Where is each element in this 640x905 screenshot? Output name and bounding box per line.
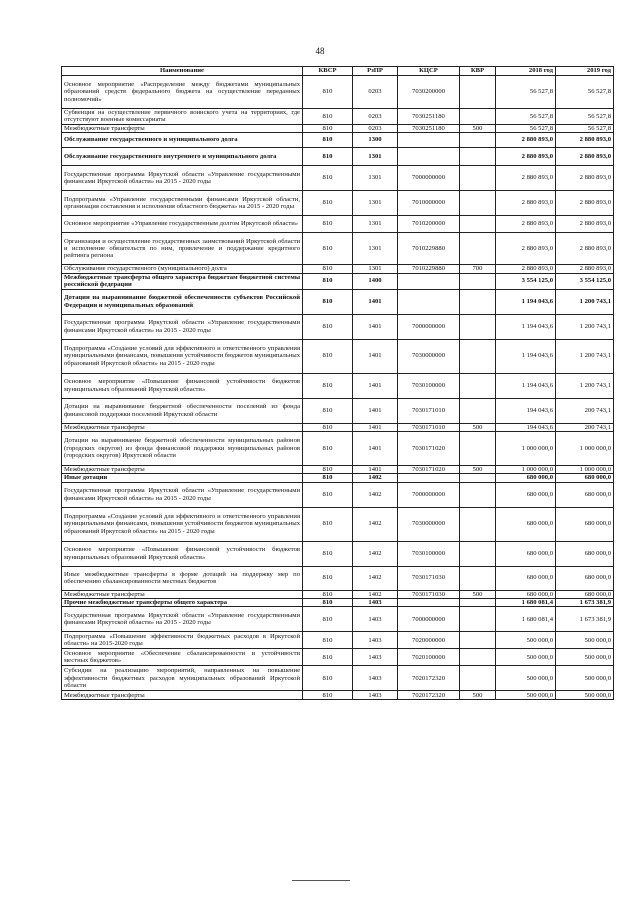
row-rzpr: 1402 [353,566,398,590]
row-name: Подпрограмма «Повышение эффективности бюджетных расходов в Иркутской области» на 2015-2020 годы [62,632,303,649]
row-amount-2019: 680 000,0 [556,541,614,566]
row-name: Дотации на выравнивание бюджетной обеспеченности поселений из фонда финансовой поддержки поселений Иркутской области [62,398,303,423]
row-amount-2019: 500 000,0 [556,649,614,666]
row-kvsr: 810 [303,423,353,431]
row-name: Государственная программа Иркутской области «Управление государственными финансами Иркутской области» на 2015 - 2020 годы [62,482,303,507]
row-kvsr: 810 [303,76,353,109]
row-kvr [460,649,496,666]
row-amount-2019: 500 000,0 [556,632,614,649]
row-name: Субсидии на реализацию мероприятий, направленных на повышение эффективности бюджетных расходов муниципальных образований Иркутской области [62,666,303,691]
row-rzpr: 1300 [353,133,398,148]
row-kvsr: 810 [303,474,353,482]
row-amount-2019: 2 880 893,0 [556,233,614,265]
row-amount-2019: 56 527,8 [556,109,614,125]
row-rzpr: 0203 [353,124,398,132]
row-name: Подпрограмма «Создание условий для эффективного и ответственного управления муниципальными финансами, повышения устойчивости бюджетов муниципальных образований Иркутской области» на 2015 - 2020 годы [62,339,303,373]
row-amount-2019: 200 743,1 [556,423,614,431]
table-row [62,166,614,191]
row-rzpr: 1403 [353,607,398,632]
row-kvr [460,76,496,109]
table-row [62,273,614,289]
row-amount-2018: 680 000,0 [496,474,556,482]
row-kvsr: 810 [303,541,353,566]
row-kvsr: 810 [303,148,353,166]
row-name: Подпрограмма «Создание условий для эффективного и ответственного управления муниципальными финансами, повышения устойчивости бюджетов муниципальных образований Иркутской области» на 2015 - 2020 годы [62,507,303,541]
row-name: Основное мероприятие «Обеспечение сбалансированности и устойчивости местных бюджетов» [62,649,303,666]
row-amount-2018: 2 880 893,0 [496,191,556,216]
row-kvr [460,632,496,649]
row-kcsr [398,148,460,166]
row-amount-2019: 680 000,0 [556,590,614,598]
row-amount-2019: 1 200 743,1 [556,314,614,339]
row-rzpr: 1401 [353,398,398,423]
table-row [62,541,614,566]
row-kvsr: 810 [303,607,353,632]
row-amount-2018: 1 194 043,6 [496,289,556,314]
row-amount-2019: 1 200 743,1 [556,339,614,373]
row-rzpr: 1301 [353,233,398,265]
row-rzpr: 1403 [353,599,398,607]
row-name: Прочие межбюджетные трансферты общего характера [62,599,303,607]
row-kvr [460,398,496,423]
row-amount-2018: 680 000,0 [496,507,556,541]
row-amount-2019: 200 743,1 [556,398,614,423]
row-amount-2019: 2 880 893,0 [556,216,614,233]
row-amount-2019: 500 000,0 [556,666,614,691]
row-kvr [460,166,496,191]
row-name: Межбюджетные трансферты [62,465,303,473]
row-kcsr: 7030000000 [398,339,460,373]
row-kvsr: 810 [303,339,353,373]
row-rzpr: 1403 [353,666,398,691]
row-kvsr: 810 [303,507,353,541]
table-row [62,599,614,607]
row-amount-2019: 1 200 743,1 [556,373,614,398]
table-row [62,691,614,700]
row-amount-2019: 2 880 893,0 [556,191,614,216]
table-row [62,289,614,314]
row-kvsr: 810 [303,166,353,191]
row-rzpr: 1402 [353,507,398,541]
budget-table [61,66,614,700]
row-amount-2018: 680 000,0 [496,541,556,566]
table-row [62,566,614,590]
row-amount-2018: 1 000 000,0 [496,465,556,473]
row-kvsr: 810 [303,265,353,273]
row-kvr [460,373,496,398]
row-rzpr: 1301 [353,265,398,273]
table-header-row [62,67,614,76]
table-row [62,109,614,125]
row-name: Обслуживание государственного и муниципального долга [62,133,303,148]
row-rzpr: 1301 [353,216,398,233]
row-amount-2018: 1 000 000,0 [496,431,556,465]
row-amount-2018: 2 880 893,0 [496,265,556,273]
table-row [62,373,614,398]
row-kvr [460,133,496,148]
row-kcsr: 7030171030 [398,590,460,598]
row-amount-2018: 194 043,6 [496,398,556,423]
row-kvr [460,482,496,507]
row-kcsr [398,474,460,482]
row-kcsr: 7000000000 [398,482,460,507]
row-kvr: 500 [460,691,496,700]
row-amount-2019: 680 000,0 [556,507,614,541]
row-kcsr: 7020100000 [398,649,460,666]
row-kcsr: 7010000000 [398,191,460,216]
row-amount-2018: 2 880 893,0 [496,166,556,191]
row-name: Подпрограмма «Управление государственными финансами Иркутской области, организация составления и исполнения областного бюджета» на 2015 - 2020 годы [62,191,303,216]
row-kvsr: 810 [303,133,353,148]
row-rzpr: 1403 [353,632,398,649]
row-kcsr: 7020172320 [398,691,460,700]
row-kvr [460,599,496,607]
row-kvsr: 810 [303,691,353,700]
row-amount-2018: 500 000,0 [496,691,556,700]
row-kcsr [398,273,460,289]
row-amount-2019: 2 880 893,0 [556,133,614,148]
row-amount-2018: 2 880 893,0 [496,133,556,148]
col-header-2018: 2018 год [496,67,556,76]
col-header-name: Наименование [62,67,303,76]
table-row [62,465,614,473]
table-row [62,148,614,166]
row-amount-2018: 500 000,0 [496,632,556,649]
row-rzpr: 1401 [353,314,398,339]
row-rzpr: 1402 [353,482,398,507]
row-kvsr: 810 [303,465,353,473]
col-header-kvr: КВР [460,67,496,76]
footer-divider [292,880,350,881]
row-kvr: 500 [460,423,496,431]
row-amount-2018: 680 000,0 [496,590,556,598]
row-name: Межбюджетные трансферты общего характера бюджетам бюджетной системы российской федерации [62,273,303,289]
row-kcsr: 7030251180 [398,124,460,132]
row-kcsr: 7010229880 [398,233,460,265]
table-row [62,507,614,541]
row-amount-2018: 1 194 043,6 [496,314,556,339]
row-amount-2018: 2 880 893,0 [496,148,556,166]
row-kcsr: 7010200000 [398,216,460,233]
table-row [62,607,614,632]
table-row [62,216,614,233]
row-rzpr: 1401 [353,431,398,465]
row-amount-2019: 3 554 125,0 [556,273,614,289]
row-rzpr: 0203 [353,109,398,125]
table-row [62,666,614,691]
row-amount-2019: 2 880 893,0 [556,166,614,191]
table-row [62,632,614,649]
row-rzpr: 1401 [353,339,398,373]
col-header-2019: 2019 год [556,67,614,76]
row-name: Субвенция на осуществление первичного воинского учета на территориях, где отсутствуют военные комиссариаты [62,109,303,125]
row-name: Основное мероприятие «Повышение финансовой устойчивости бюджетов муниципальных образований Иркутской области» [62,373,303,398]
row-rzpr: 1403 [353,649,398,666]
row-name: Обслуживание государственного (муниципального) долга [62,265,303,273]
row-name: Государственная программа Иркутской области «Управление государственными финансами Иркутской области» на 2015 - 2020 годы [62,607,303,632]
row-kvr [460,233,496,265]
row-amount-2019: 1 000 000,0 [556,465,614,473]
row-kvsr: 810 [303,590,353,598]
row-kvr [460,474,496,482]
row-kcsr: 7030100000 [398,541,460,566]
table-row [62,191,614,216]
row-kcsr: 7030171030 [398,566,460,590]
row-kvr [460,566,496,590]
col-header-rzpr: РзПР [353,67,398,76]
row-kvr: 500 [460,124,496,132]
row-amount-2019: 2 880 893,0 [556,265,614,273]
table-row [62,339,614,373]
row-name: Иные дотации [62,474,303,482]
row-kvsr: 810 [303,431,353,465]
row-kvr [460,216,496,233]
table-row [62,649,614,666]
row-amount-2019: 680 000,0 [556,474,614,482]
row-kvsr: 810 [303,566,353,590]
row-amount-2018: 680 000,0 [496,482,556,507]
row-amount-2018: 1 680 081,4 [496,599,556,607]
row-amount-2018: 194 043,6 [496,423,556,431]
row-amount-2019: 1 200 743,1 [556,289,614,314]
row-rzpr: 1402 [353,541,398,566]
row-amount-2018: 1 194 043,6 [496,339,556,373]
row-rzpr: 1401 [353,465,398,473]
table-row [62,482,614,507]
row-kvsr: 810 [303,273,353,289]
row-kvsr: 810 [303,109,353,125]
row-amount-2019: 1 000 000,0 [556,431,614,465]
row-name: Дотации на выравнивание бюджетной обеспеченности субъектов Российской Федерации и муниципальных образований [62,289,303,314]
row-amount-2018: 2 880 893,0 [496,233,556,265]
table-row [62,314,614,339]
row-kvsr: 810 [303,398,353,423]
row-name: Иные межбюджетные трансферты в форме дотаций на поддержку мер по обеспечению сбалансированности местных бюджетов [62,566,303,590]
row-kvsr: 810 [303,216,353,233]
row-rzpr: 1402 [353,474,398,482]
row-name: Организация и осуществление государственных заимствований Иркутской области и исполнение обязательств по ним, привлечение и поддержание кредитного рейтинга региона [62,233,303,265]
row-rzpr: 1402 [353,590,398,598]
row-kvr [460,148,496,166]
row-kvsr: 810 [303,482,353,507]
row-kcsr: 7000000000 [398,607,460,632]
row-rzpr: 1301 [353,166,398,191]
row-kcsr: 7030171010 [398,398,460,423]
row-kvsr: 810 [303,314,353,339]
row-amount-2019: 2 880 893,0 [556,148,614,166]
row-kcsr: 7030200000 [398,76,460,109]
row-kcsr [398,133,460,148]
row-name: Государственная программа Иркутской области «Управление государственными финансами Иркутской области» на 2015 - 2020 годы [62,314,303,339]
row-kcsr: 7030000000 [398,507,460,541]
row-amount-2019: 1 673 381,9 [556,599,614,607]
row-amount-2018: 2 880 893,0 [496,216,556,233]
row-kcsr: 7000000000 [398,166,460,191]
row-rzpr: 1401 [353,289,398,314]
row-name: Основное мероприятие «Управление государственным долгом Иркутской области» [62,216,303,233]
row-kvr [460,666,496,691]
row-kvr [460,339,496,373]
row-name: Межбюджетные трансферты [62,590,303,598]
row-name: Дотации на выравнивание бюджетной обеспеченности муниципальных районов (городских округов) из фонда финансовой поддержки муниципальных районов (городских округов) Иркутской области [62,431,303,465]
row-kvsr: 810 [303,632,353,649]
row-rzpr: 1400 [353,273,398,289]
row-name: Государственная программа Иркутской области «Управление государственными финансами Иркутской области» на 2015 - 2020 годы [62,166,303,191]
row-amount-2018: 500 000,0 [496,666,556,691]
row-amount-2018: 3 554 125,0 [496,273,556,289]
row-kvsr: 810 [303,233,353,265]
table-row [62,133,614,148]
row-kcsr [398,599,460,607]
row-amount-2019: 680 000,0 [556,566,614,590]
row-name: Основное мероприятие «Повышение финансовой устойчивости бюджетов муниципальных образований Иркутской области» [62,541,303,566]
row-amount-2019: 1 673 381,9 [556,607,614,632]
row-kvr [460,607,496,632]
row-kvr [460,109,496,125]
row-kvsr: 810 [303,599,353,607]
row-kvsr: 810 [303,124,353,132]
row-amount-2019: 680 000,0 [556,482,614,507]
row-name: Обслуживание государственного внутреннего и муниципального долга [62,148,303,166]
row-kvr [460,431,496,465]
row-rzpr: 0203 [353,76,398,109]
page-number: 48 [315,46,325,56]
row-kcsr: 7030171020 [398,431,460,465]
row-amount-2018: 1 680 081,4 [496,607,556,632]
row-kvr: 700 [460,265,496,273]
row-kvr [460,541,496,566]
row-kvr [460,507,496,541]
row-rzpr: 1401 [353,373,398,398]
table-row [62,398,614,423]
table-row [62,423,614,431]
row-kcsr: 7030171020 [398,465,460,473]
row-kvsr: 810 [303,666,353,691]
row-kvr [460,273,496,289]
table-row [62,124,614,132]
col-header-kcsr: КЦСР [398,67,460,76]
row-kcsr: 7020172320 [398,666,460,691]
row-kvr [460,289,496,314]
row-name: Межбюджетные трансферты [62,124,303,132]
row-kvr: 500 [460,465,496,473]
row-name: Межбюджетные трансферты [62,423,303,431]
row-amount-2019: 56 527,8 [556,76,614,109]
row-amount-2018: 56 527,8 [496,109,556,125]
row-kcsr: 7030251180 [398,109,460,125]
col-header-kvsr: КВСР [303,67,353,76]
table-row [62,590,614,598]
row-kcsr: 7030171010 [398,423,460,431]
table-row [62,265,614,273]
row-amount-2018: 56 527,8 [496,124,556,132]
row-kvr [460,191,496,216]
row-rzpr: 1301 [353,148,398,166]
row-kvsr: 810 [303,649,353,666]
row-rzpr: 1301 [353,191,398,216]
row-kcsr: 7000000000 [398,314,460,339]
table-row [62,431,614,465]
row-kvsr: 810 [303,373,353,398]
table-row [62,474,614,482]
row-amount-2019: 500 000,0 [556,691,614,700]
row-kvr: 500 [460,590,496,598]
row-kvsr: 810 [303,191,353,216]
row-name: Межбюджетные трансферты [62,691,303,700]
row-kvr [460,314,496,339]
row-amount-2019: 56 527,8 [556,124,614,132]
row-kvsr: 810 [303,289,353,314]
row-kcsr: 7020000000 [398,632,460,649]
row-kcsr: 7030100000 [398,373,460,398]
row-amount-2018: 1 194 043,6 [496,373,556,398]
table-row [62,76,614,109]
row-amount-2018: 500 000,0 [496,649,556,666]
row-amount-2018: 680 000,0 [496,566,556,590]
row-rzpr: 1403 [353,691,398,700]
row-amount-2018: 56 527,8 [496,76,556,109]
row-name: Основное мероприятие «Распределение между бюджетами муниципальных образований средств федерального бюджета на осуществление переданных полномочий» [62,76,303,109]
row-rzpr: 1401 [353,423,398,431]
table-row [62,233,614,265]
row-kcsr: 7010229880 [398,265,460,273]
row-kcsr [398,289,460,314]
